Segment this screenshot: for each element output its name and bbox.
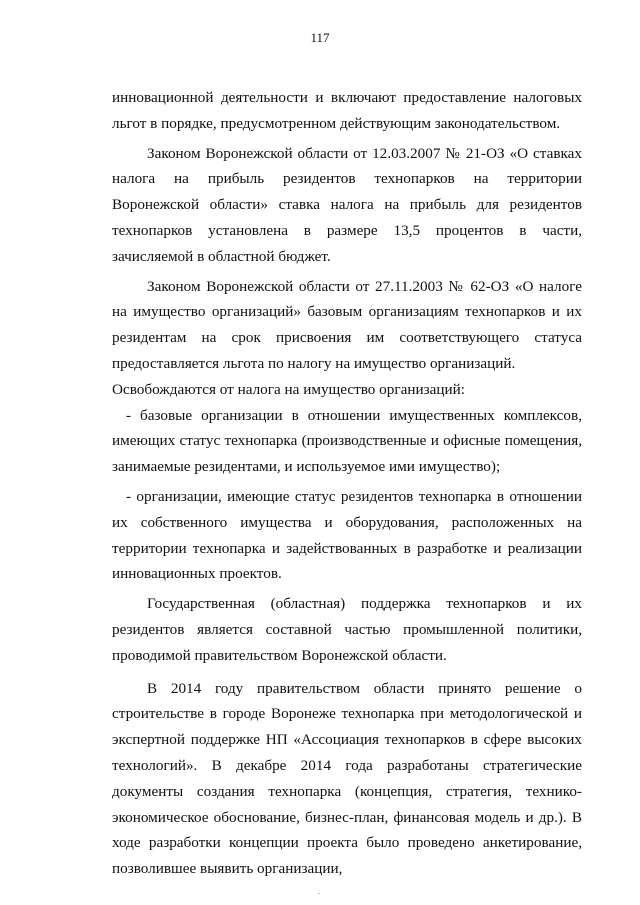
paragraph-2014-decision: В 2014 году правительством области принято решение о строительстве в городе Воронеже технопарка при методологической и экспертной поддержке НП «Ассоциация технопарков в сфере высоких технологий». В декабре 2014 года разработаны стратегические документы создания технопарка (концепция, стратегия, технико-экономическое обоснование, бизнес-план, финансовая модель и др.). В ходе разработки концепции проекта было проведено анкетирование, позволившее выявить организации,	[112, 679, 582, 878]
page-number: 117	[310, 30, 330, 45]
paragraph-exemptions-heading: Освобождаются от налога на имущество организаций:	[112, 380, 465, 398]
list-item-resident-organizations: - организации, имеющие статус резидентов технопарка в отношении их собственного имущества и оборудования, расположенных на территории технопарка и задействованных в разработке и реализации инновационных проектов.	[112, 487, 582, 583]
paragraph-profit-tax-law: Законом Воронежской области от 12.03.2007 № 21-ОЗ «О ставках налога на прибыль резидентов технопарков на территории Воронежской области» ставка налога на прибыль для резидентов технопарков установлена в размере 13,5 процентов в части, зачисляемой в областной бюджет.	[112, 144, 582, 265]
scan-speck	[318, 893, 320, 894]
list-item-base-organizations: - базовые организации в отношении имущественных комплексов, имеющих статус технопарка (производственные и офисные помещения, занимаемые резидентами, и используемое ими имущество);	[112, 406, 582, 476]
paragraph-intro-continuation: инновационной деятельности и включают предоставление налоговых льгот в порядке, предусмотренном действующим законодательством.	[112, 89, 582, 132]
paragraph-state-support: Государственная (областная) поддержка технопарков и их резидентов является составной частью промышленной политики, проводимой правительством Воронежской области.	[112, 595, 582, 664]
document-body	[112, 85, 582, 882]
paragraph-property-tax-law: Законом Воронежской области от 27.11.2003 № 62-ОЗ «О налоге на имущество организаций» базовым организациям технопарков и их резидентам на срок присвоения им соответствующего статуса предоставляется льгота по налогу на имущество организаций.	[112, 277, 582, 372]
